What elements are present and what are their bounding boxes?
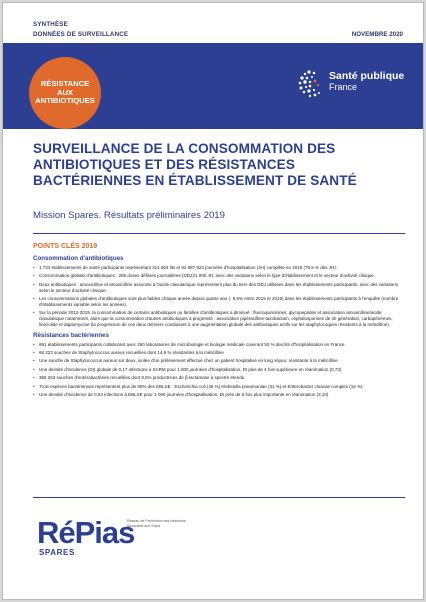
divider-bottom [33,497,405,498]
document-page [2,2,424,600]
doc-category-label: DONNÉES DE SURVEILLANCE [33,31,129,38]
list-item: • 366 263 souches d'entérobactéries recueillies dont 8,5% productrices de β-lactamase à spectre étendu [33,375,403,381]
list-item: • Trois espèces bactériennes représentent plus de 90% des EBLSE : Escherichia coli (48 %) Klebsiella pneumoniae (31 %) et Enterobacter cloacae complex (16 %) [33,384,403,390]
list-item: • 1 734 établissements de santé participants représentant 314 563 lits et 92 687 923 journées d'hospitalisation (JH) complète en 2019 (79,5 % des JH). [33,265,403,271]
list-item: • Sur la période 2012-2019, la consommation de certains antibiotiques ou familles d'antibiotiques a diminué : fluoroquinolones, glycopeptides et association amoxicilline/acide clavulanique notamment, alors que la consommation d'autres antibiotiques a progressé : association pipéracilline-tazobactam, céphalosporines de 3e génération, carbapénèmes, linézolide et daptomycine (la progression de ces deux derniers conduisant à une augmentation globale des antibiotiques actifs sur les staphylocoques résistants à la méticilline). [33,310,403,327]
logo-country: France [329,82,358,92]
topic-badge [29,57,101,129]
spares-label: SPARES [39,548,75,557]
consumption-list [33,265,403,328]
topic-badge-text: RÉSISTANCE AUX ANTIBIOTIQUES [35,79,95,106]
list-item: • Une densité d'incidence de 0,53 infections à EBLSE pour 1 000 journées d'hospitalisation, DI près de 6 fois plus importante en réanimation (3,10) [33,392,403,398]
doc-type-label: SYNTHÈSE [33,21,68,28]
repias-tagline: Réseau de Prévention des Infections Associées aux Soins [127,519,186,528]
repias-logo: RéPias [37,515,135,550]
sante-publique-logo-icon [295,69,329,99]
list-item: • 991 établissements participants collaborant avec 460 laboratoires de microbiologie et biologie médicale couvrant 50 % des lits d'hospitalisation en France [33,342,403,348]
sante-publique-logo [329,71,404,93]
divider-top [33,233,405,234]
resistance-list [33,342,403,398]
publication-date: NOVEMBRE 2020 [351,31,403,38]
list-item: • Une souche de Staphylococcus aureus sur deux, isolée d'un prélèvement effectué chez un patient hospitalisé en long séjour, résistante à la méticilline [33,358,403,364]
logo-name: Santé publique [329,70,405,82]
list-item: • Les consommations globales d'antibiotiques sont plus faibles chaque année depuis quatre ans (- 9,6% entre 2015 et 2019) dans les établissements participants à l'enquête (nombre d'établissements variable selon les années). [33,296,403,308]
list-item: • Une densité d'incidence (DI) globale de 0,17 infections à SARM pour 1 000 journées d'hospitalisation, DI plus de 4 fois supérieure en réanimation (0,73) [33,367,403,373]
section-heading-resistance: Résistances bactériennes [33,331,110,339]
list-item: • Consommation globale d'antibiotiques : 285 doses définies journalières (DDJ)/1 000 JH, avec des variations selon le type d'établissement et le secteur d'activité clinique. [33,273,403,279]
section-heading-consumption: Consommation d'antibiotiques [33,255,124,262]
key-points [33,243,403,402]
list-item: • 68 223 souches de Staphylococcus aureus recueillies dont 14,9 % résistantes à la méticilline [33,350,403,356]
list-item: • Deux antibiotiques : amoxicilline et amoxicilline associée à l'acide clavulanique représentent plus du tiers des DDJ utilisées dans les établissements participants, avec des variations selon le secteur d'activité clinique. [33,282,403,294]
document-header [3,3,423,45]
key-points-heading: POINTS CLÉS 2019 [33,243,98,250]
document-subtitle: Mission Spares. Résultats préliminaires 2019 [33,210,225,221]
document-title: SURVEILLANCE DE LA CONSOMMATION DES ANTIBIOTIQUES ET DES RÉSISTANCES BACTÉRIENNES EN ÉTABLISSEMENT DE SANTÉ [33,141,357,188]
